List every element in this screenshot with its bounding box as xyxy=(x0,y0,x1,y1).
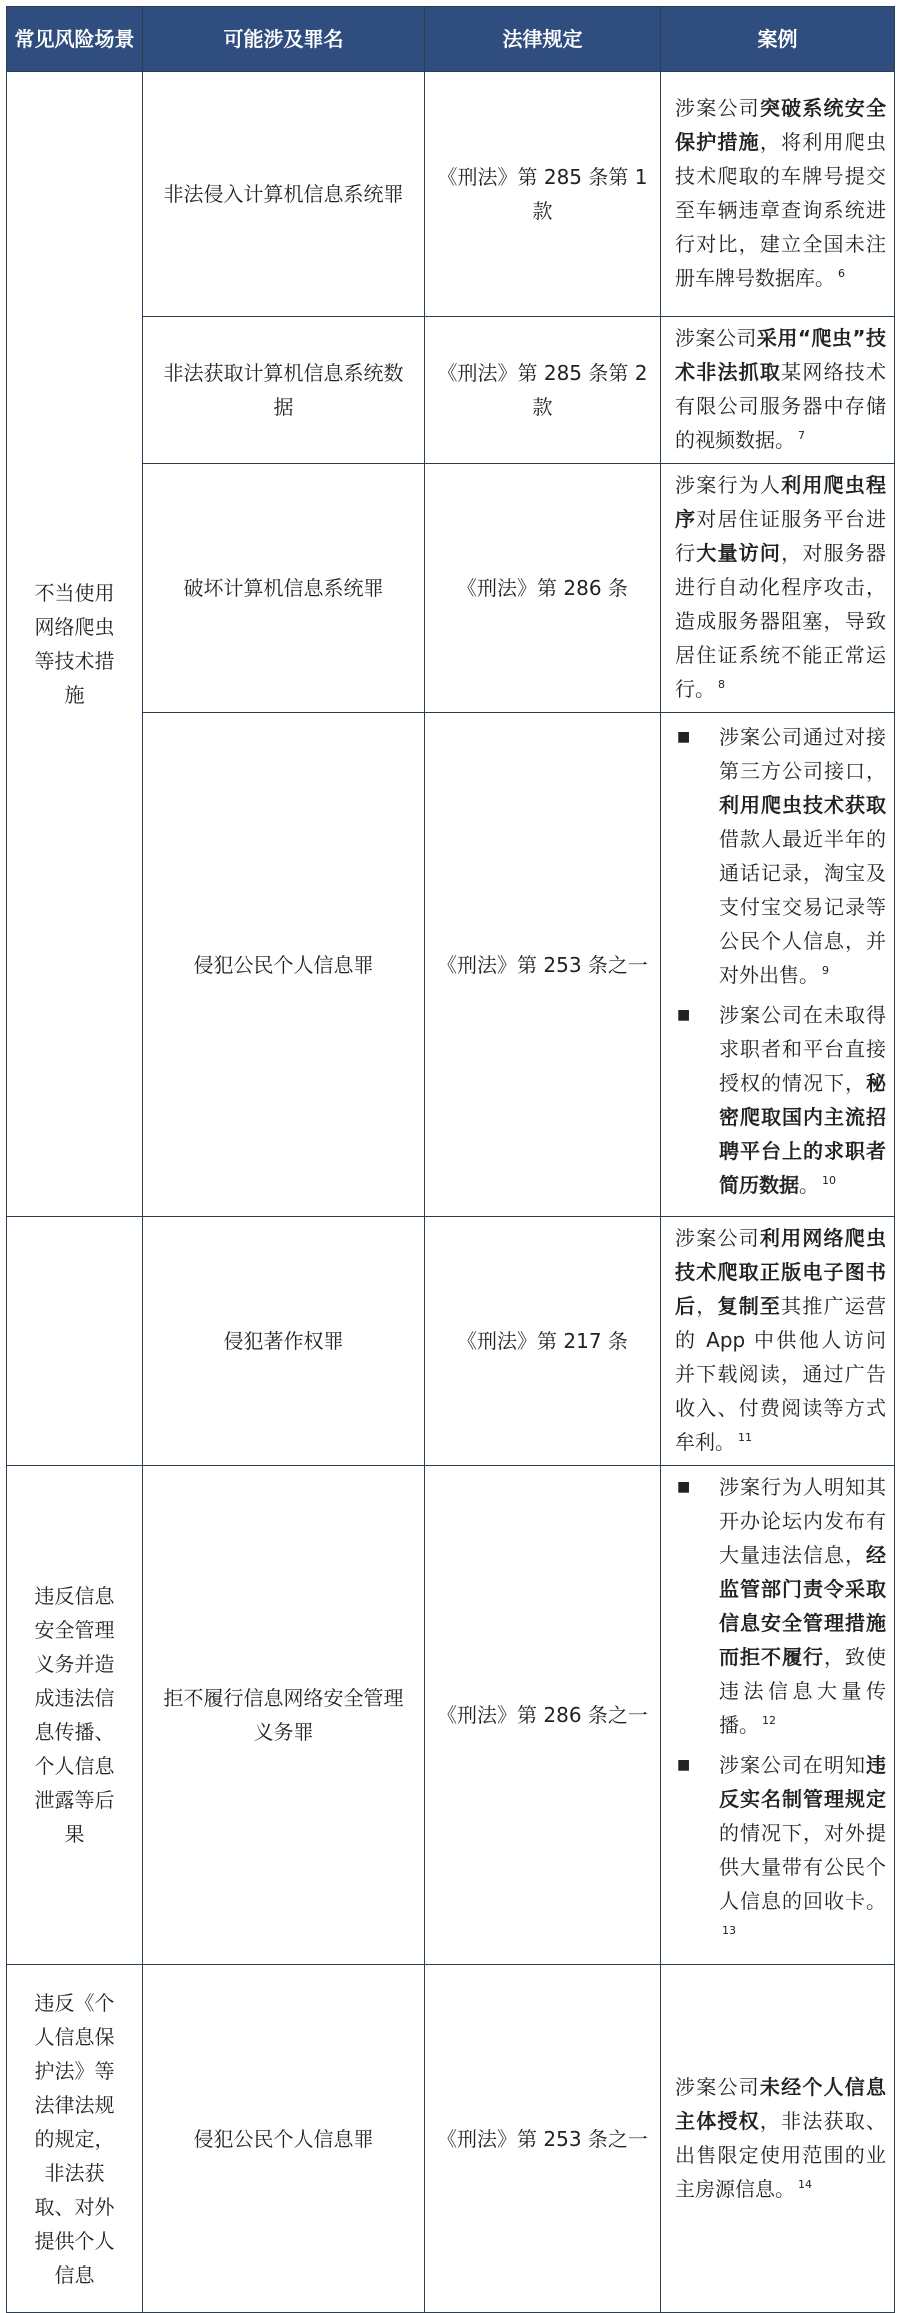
law-cell: 《刑法》第 285 条第 2 款 xyxy=(425,317,661,464)
square-bullet-icon: ■ xyxy=(677,728,691,745)
case-paragraph xyxy=(675,468,886,706)
footnote-ref: 6 xyxy=(838,267,845,281)
case-text-bold: 利用网络爬虫技术爬取正版电子图书后 xyxy=(675,1226,887,1318)
scene-cell xyxy=(7,1217,143,1466)
case-text: ，致使违法信息大量传播。 xyxy=(719,1645,886,1737)
case-text: 对居住证服务平台进行 xyxy=(675,507,887,565)
case-text: 涉案公司通过对接第三方公司接口， xyxy=(719,724,886,783)
case-text: 涉案公司在明知 xyxy=(719,1753,866,1777)
law-cell: 《刑法》第 285 条第 1 款 xyxy=(425,72,661,317)
case-text: 涉案行为人 xyxy=(675,473,782,497)
case-cell xyxy=(661,317,895,464)
square-bullet-icon: ■ xyxy=(677,1479,691,1495)
table-row xyxy=(7,72,895,317)
case-text-bold: 违反实名制管理规定 xyxy=(719,1753,886,1811)
footnote-ref: 8 xyxy=(718,678,725,692)
list-item xyxy=(675,1470,886,1742)
list-item xyxy=(675,720,886,992)
crime-cell: 破坏计算机信息系统罪 xyxy=(143,464,425,713)
footnote-ref: 11 xyxy=(738,1431,752,1445)
crime-cell: 非法获取计算机信息系统数据 xyxy=(143,317,425,464)
case-cell xyxy=(661,1965,895,2313)
case-text: 涉案公司在未取得求职者和平台直接授权的情况下， xyxy=(719,1002,886,1095)
case-cell xyxy=(661,464,895,713)
footnote-ref: 7 xyxy=(798,429,805,443)
case-text: 涉案公司 xyxy=(675,326,757,350)
case-bullet-list xyxy=(675,720,886,1202)
crime-cell: 侵犯公民个人信息罪 xyxy=(143,713,425,1217)
case-text-bold: 利用爬虫程序 xyxy=(675,473,887,531)
case-cell xyxy=(661,1466,895,1965)
header-scene: 常见风险场景 xyxy=(7,7,143,72)
header-row xyxy=(7,7,895,72)
case-text-bold: 突破系统安全保护措施 xyxy=(675,96,887,154)
case-paragraph xyxy=(675,1221,886,1459)
case-paragraph xyxy=(675,91,886,295)
scene-cell: 违反《个人信息保护法》等法律法规的规定，非法获取、对外提供个人信息 xyxy=(7,1965,143,2313)
case-text-bold: 未经个人信息主体授权 xyxy=(675,2074,887,2133)
crime-cell: 非法侵入计算机信息系统罪 xyxy=(143,72,425,317)
footnote-ref: 9 xyxy=(822,963,829,977)
case-cell xyxy=(661,713,895,1217)
square-bullet-icon: ■ xyxy=(677,1006,691,1023)
law-cell: 《刑法》第 217 条 xyxy=(425,1217,661,1466)
case-text-bold: 利用爬虫技术获取 xyxy=(719,792,886,817)
case-text: ， xyxy=(696,1294,718,1318)
case-text: ，非法获取、出售限定使用范围的业主房源信息。 xyxy=(675,2108,887,2201)
header-law: 法律规定 xyxy=(425,7,661,72)
header-case: 案例 xyxy=(661,7,895,72)
law-cell: 《刑法》第 253 条之一 xyxy=(425,713,661,1217)
square-bullet-icon: ■ xyxy=(677,1757,691,1773)
crime-cell: 拒不履行信息网络安全管理义务罪 xyxy=(143,1466,425,1965)
case-paragraph xyxy=(675,2070,886,2206)
law-cell: 《刑法》第 286 条 xyxy=(425,464,661,713)
case-text-bold: 采用“爬虫”技术非法抓取 xyxy=(675,326,887,384)
footnote-ref: 12 xyxy=(762,1714,776,1728)
case-text: 某网络技术有限公司服务器中存储的视频数据。 xyxy=(675,360,887,452)
case-text: 其推广运营的 App 中供他人访问并下载阅读，通过广告收入、付费阅读等方式牟利。 xyxy=(675,1294,887,1454)
table-row xyxy=(7,1217,895,1466)
case-cell xyxy=(661,1217,895,1466)
case-text: 借款人最近半年的通话记录，淘宝及支付宝交易记录等公民个人信息，并对外出售。 xyxy=(719,826,886,987)
crime-cell: 侵犯公民个人信息罪 xyxy=(143,1965,425,2313)
footnote-ref: 14 xyxy=(798,2177,812,2191)
footnote-ref: 10 xyxy=(822,1173,836,1187)
case-text: ，对服务器进行自动化程序攻击，造成服务器阻塞，导致居住证系统不能正常运行。 xyxy=(675,541,887,701)
list-item xyxy=(675,998,886,1202)
scene-cell: 不当使用网络爬虫等技术措施 xyxy=(7,72,143,1217)
case-cell xyxy=(661,72,895,317)
case-text: 的情况下，对外提供大量带有公民个人信息的回收卡。 xyxy=(719,1821,886,1913)
law-cell: 《刑法》第 286 条之一 xyxy=(425,1466,661,1965)
crime-cell: 侵犯著作权罪 xyxy=(143,1217,425,1466)
case-text: 涉案公司 xyxy=(675,96,760,120)
table-row xyxy=(7,1466,895,1965)
legal-risk-table xyxy=(6,6,895,2313)
law-cell: 《刑法》第 253 条之一 xyxy=(425,1965,661,2313)
header-crime: 可能涉及罪名 xyxy=(143,7,425,72)
case-text: 涉案行为人明知其开办论坛内发布有大量违法信息， xyxy=(719,1475,886,1567)
case-text: 涉案公司 xyxy=(675,1226,760,1250)
table-row xyxy=(7,1965,895,2313)
case-text-bold: 秘密爬取国内主流招聘平台上的求职者简历数据 xyxy=(719,1070,886,1197)
case-text-bold: 复制至 xyxy=(717,1294,782,1318)
case-text: 涉案公司 xyxy=(675,2074,760,2099)
footnote-ref: 13 xyxy=(722,1924,736,1938)
scene-cell: 违反信息安全管理义务并造成违法信息传播、个人信息泄露等后果 xyxy=(7,1466,143,1965)
case-text: ，将利用爬虫技术爬取的车牌号提交至车辆违章查询系统进行对比，建立全国未注册车牌号数据库。 xyxy=(675,130,887,290)
case-text: 。 xyxy=(799,1172,819,1197)
case-text-bold: 大量访问 xyxy=(696,541,782,565)
list-item xyxy=(675,1748,886,1952)
case-bullet-list xyxy=(675,1470,886,1952)
case-paragraph xyxy=(675,321,886,457)
case-text-bold: 经监管部门责令采取信息安全管理措施而拒不履行 xyxy=(719,1543,886,1669)
